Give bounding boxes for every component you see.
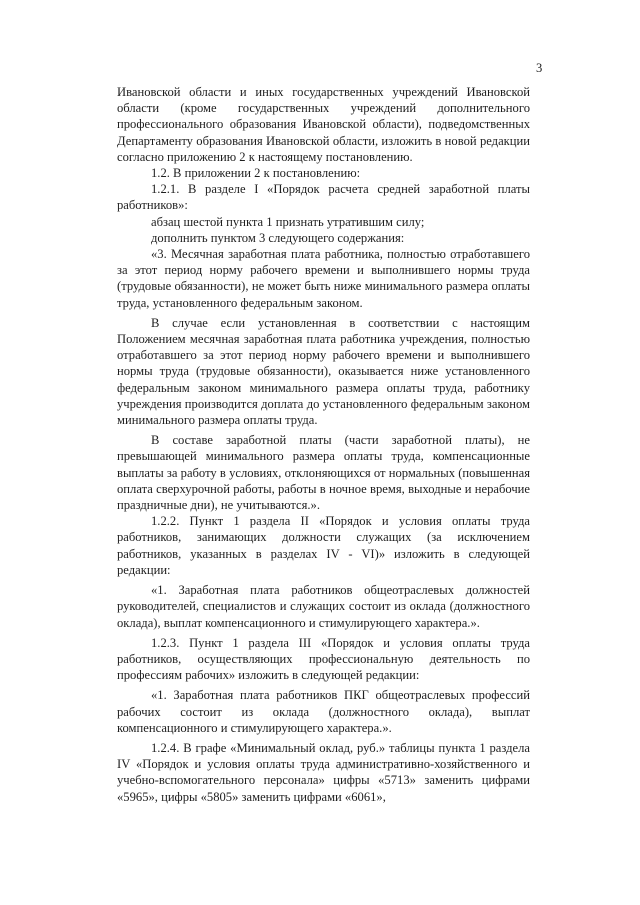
paragraph-continuation: Ивановской области и иных государственных учреждений Ивановской области (кроме государственных учреждений дополнительного профессионального образования Ивановской области), подведомственных Департаменту образования Ивановской области, изложить в новой редакции согласно приложению 2 к настоящему постановлению.: [117, 85, 530, 164]
paragraph-1-2-2: 1.2.2. Пункт 1 раздела II «Порядок и условия оплаты труда работников, занимающих должности служащих (за исключением работников, указанных в разделах IV - VI)» изложить в следующей редакции:: [117, 514, 530, 577]
paragraph-v-sluchae: В случае если установленная в соответствии с настоящим Положением месячная заработная плата работника учреждения, полностью отработавшего за этот период норму рабочего времени и выполнившего нормы труда (трудовые обязанности), оказывается ниже установленного федеральным законом минимального размера оплаты труда, работнику учреждения производится доплата до установленного федеральным законом минимального размера оплаты труда.: [117, 315, 530, 428]
paragraph-1-2-1: 1.2.1. В разделе I «Порядок расчета средней заработной платы работников»:: [117, 182, 530, 213]
page-number: 3: [536, 61, 543, 75]
paragraph-1-2: 1.2. В приложении 2 к постановлению:: [151, 166, 361, 181]
paragraph-dopolnit-punktom: дополнить пунктом 3 следующего содержания:: [151, 230, 405, 245]
paragraph-quote-razdel-2: «1. Заработная плата работников общеотраслевых должностей руководителей, специалистов и служащих состоит из оклада (должностного оклада), выплат компенсационного и стимулирующего характера.».: [117, 583, 530, 630]
paragraph-abzac-shestoy: абзац шестой пункта 1 признать утратившим силу;: [151, 214, 425, 229]
paragraph-1-2-3: 1.2.3. Пункт 1 раздела III «Порядок и условия оплаты труда работников, осуществляющих профессиональную деятельность по профессиям рабочих» изложить в следующей редакции:: [117, 635, 530, 683]
paragraph-punkt-3: «3. Месячная заработная плата работника, полностью отработавшего за этот период норму рабочего времени и выполнившего нормы труда (трудовые обязанности), не может быть ниже минимального размера оплаты труда, установленного федеральным законом.: [117, 247, 530, 310]
paragraph-quote-razdel-3: «1. Заработная плата работников ПКГ общеотраслевых профессий рабочих состоит из оклада (должностного оклада), выплат компенсационного и стимулирующего характера.».: [117, 688, 530, 735]
paragraph-v-sostave: В составе заработной платы (части заработной платы), не превышающей минимального размера оплаты труда, компенсационные выплаты за работу в условиях, отклоняющихся от нормальных (повышенная оплата сверхурочной работы, работы в ночное время, выходные и нерабочие праздничные дни), не учитываются.».: [117, 433, 530, 513]
paragraph-1-2-4: 1.2.4. В графе «Минимальный оклад, руб.» таблицы пункта 1 раздела IV «Порядок и условия оплаты труда административно-хозяйственного и учебно-вспомогательного персонала» цифры «5713» заменить цифрами «5965», цифры «5805» заменить цифрами «6061»,: [117, 740, 530, 804]
document-body: [117, 84, 530, 805]
